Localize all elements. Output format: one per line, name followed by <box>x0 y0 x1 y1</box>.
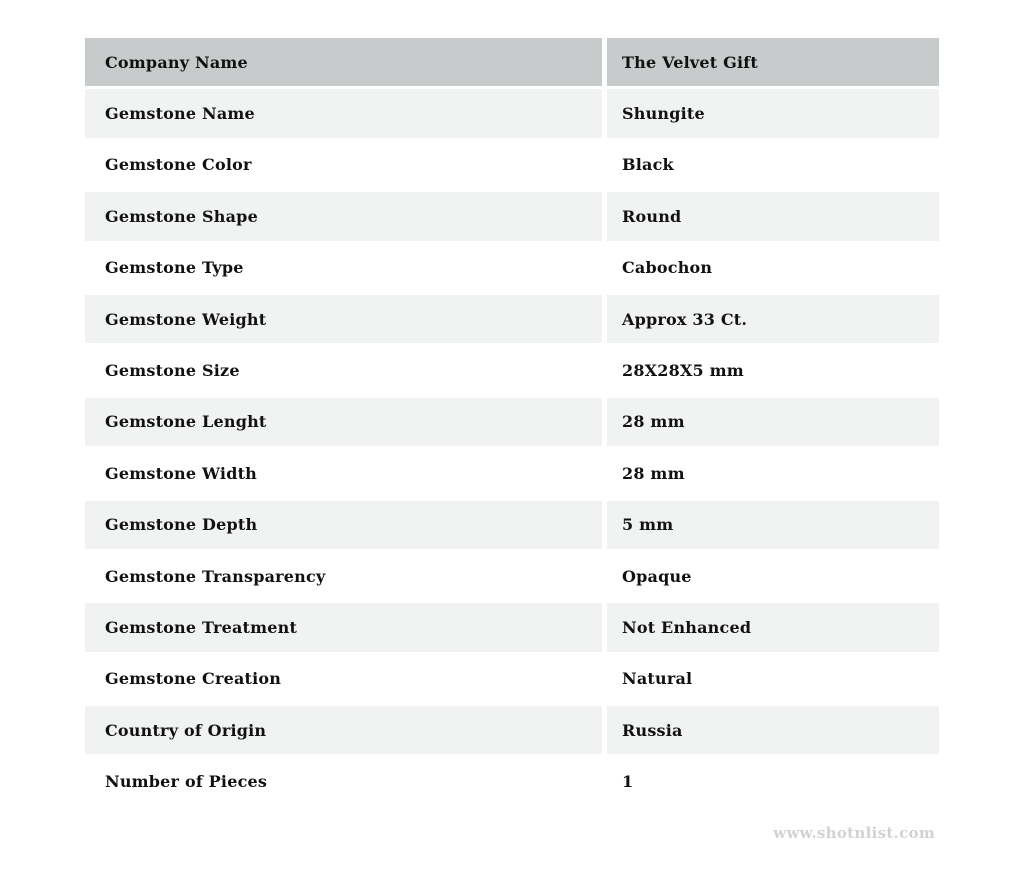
table-row-label: Gemstone Shape <box>85 192 602 240</box>
table-row-label: Gemstone Creation <box>85 655 602 703</box>
table-row-value: 28 mm <box>607 398 939 446</box>
table-row-label: Gemstone Name <box>85 89 602 137</box>
table-row-label: Country of Origin <box>85 706 602 754</box>
table-row-value: Approx 33 Ct. <box>607 295 939 343</box>
table-row-label: Gemstone Width <box>85 449 602 497</box>
table-row-label: Gemstone Type <box>85 244 602 292</box>
table-row-label: Gemstone Weight <box>85 295 602 343</box>
table-row-label: Number of Pieces <box>85 757 602 805</box>
gemstone-spec-table <box>85 38 939 806</box>
watermark-text: www.shotnlist.com <box>773 823 935 842</box>
table-row-value: 28X28X5 mm <box>607 346 939 394</box>
table-row-value: Opaque <box>607 552 939 600</box>
table-row-value: 1 <box>607 757 939 805</box>
table-row-value: Not Enhanced <box>607 603 939 651</box>
table-row-label: Gemstone Treatment <box>85 603 602 651</box>
table-row-value: Black <box>607 141 939 189</box>
table-row-value: Round <box>607 192 939 240</box>
header-company-name-value: The Velvet Gift <box>607 38 939 86</box>
table-row-value: 28 mm <box>607 449 939 497</box>
page <box>85 38 939 842</box>
table-row-label: Gemstone Size <box>85 346 602 394</box>
table-row-label: Gemstone Color <box>85 141 602 189</box>
table-row-label: Gemstone Lenght <box>85 398 602 446</box>
table-row-value: Natural <box>607 655 939 703</box>
table-row-value: Shungite <box>607 89 939 137</box>
table-row-value: 5 mm <box>607 501 939 549</box>
table-row-label: Gemstone Depth <box>85 501 602 549</box>
table-row-value: Cabochon <box>607 244 939 292</box>
table-row-value: Russia <box>607 706 939 754</box>
table-row-label: Gemstone Transparency <box>85 552 602 600</box>
header-company-name-label: Company Name <box>85 38 602 86</box>
